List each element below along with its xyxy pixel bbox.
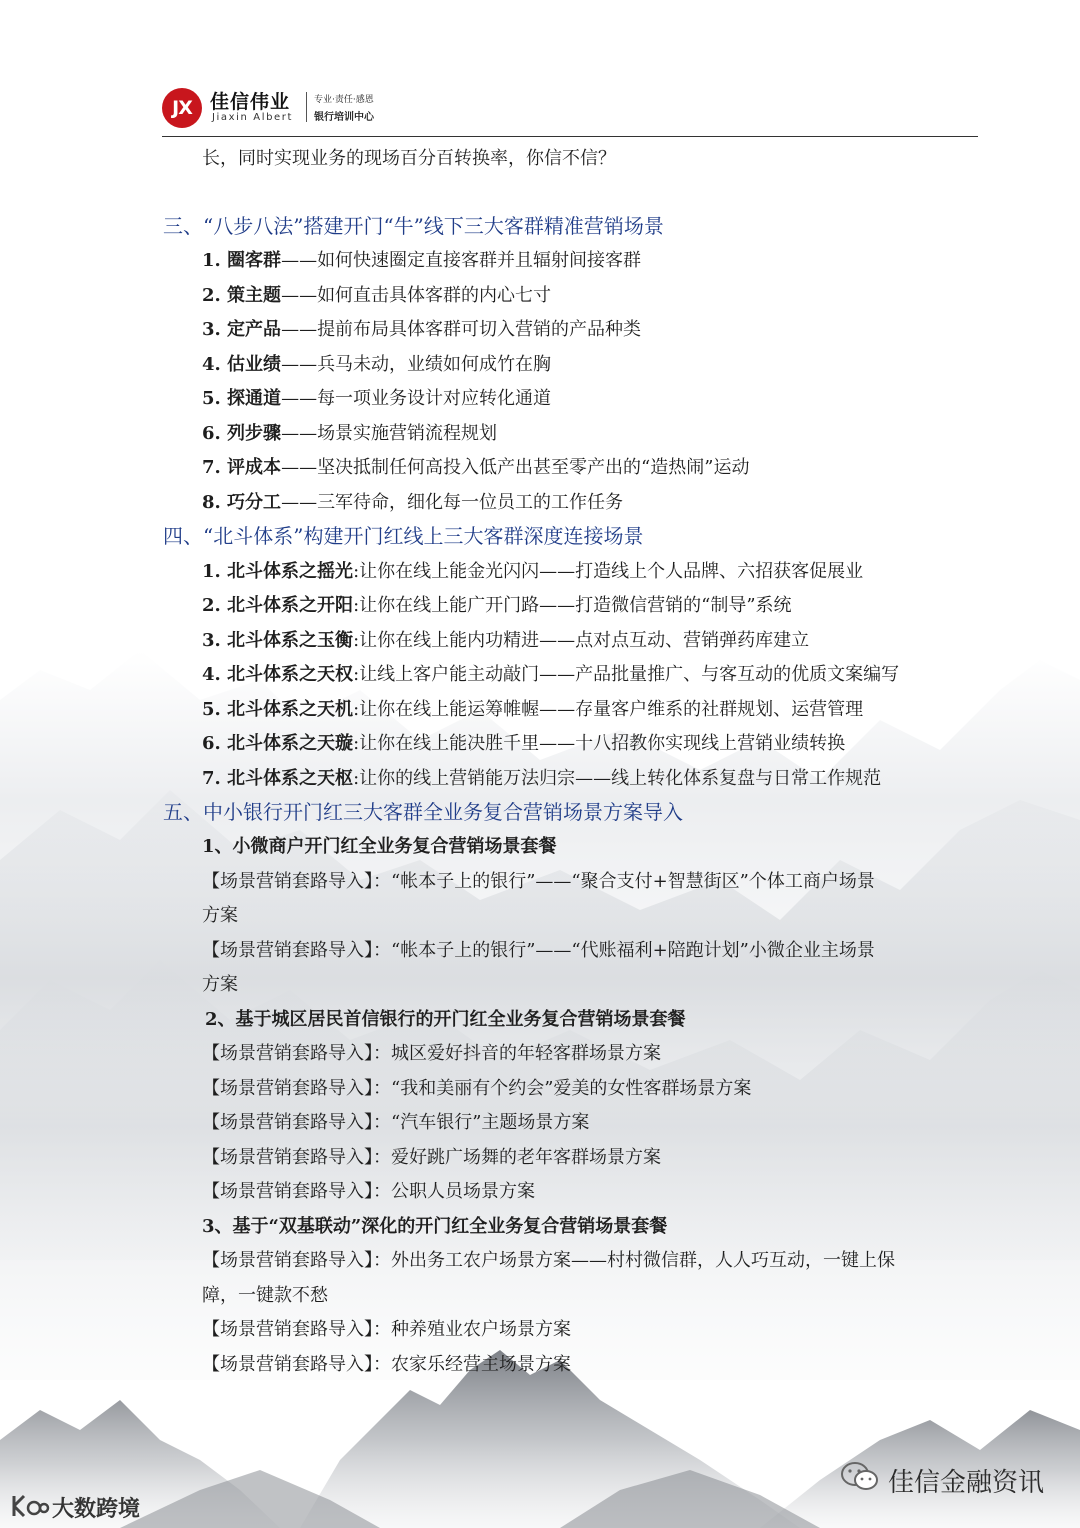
scenario-line: 【场景营销套路导入】：公职人员场景方案 (202, 1181, 535, 1202)
company-name-en: Jiaxin Albert (212, 112, 294, 123)
section-3-item: 4. 估业绩——兵马未动，业绩如何成竹在胸 (202, 354, 552, 375)
section-5-sub3-title: 3、基于“双基联动”深化的开门红全业务复合营销场景套餐 (202, 1216, 668, 1237)
scenario-line: 【场景营销套路导入】：“帐本子上的银行”——“代账福利+陪跑计划”小微企业主场景 (202, 940, 875, 961)
section-4-item: 5. 北斗体系之天机:让你在线上能运筹帷幄——存量客户维系的社群规划、运营管理 (202, 699, 864, 720)
scenario-line: 【场景营销套路导入】：“帐本子上的银行”——“聚合支付+智慧街区”个体工商户场景 (202, 871, 875, 892)
intro-line: 长，同时实现业务的现场百分百转换率，你信不信？ (202, 148, 616, 169)
section-5-sub2-title: 2、基于城区居民首信银行的开门红全业务复合营销场景套餐 (205, 1009, 686, 1030)
wechat-icon (840, 1460, 880, 1494)
section-4-heading: 四、“北斗体系”构建开门红线上三大客群深度连接场景 (163, 524, 644, 548)
section-4-item: 6. 北斗体系之天璇:让你在线上能决胜千里——十八招教你实现线上营销业绩转换 (202, 733, 846, 754)
footer-right-brand: 佳信金融资讯 (888, 1468, 1045, 1498)
section-4-item: 3. 北斗体系之玉衡:让你在线上能内功精进——点对点互动、营销弹药库建立 (202, 630, 810, 651)
company-name-cn: 佳信伟业 (210, 91, 291, 113)
section-3-item: 6. 列步骤——场景实施营销流程规划 (202, 423, 498, 444)
scenario-line: 【场景营销套路导入】：农家乐经营主场景方案 (202, 1354, 571, 1375)
scenario-line: 【场景营销套路导入】：种养殖业农户场景方案 (202, 1319, 571, 1340)
section-3-item: 2. 策主题——如何直击具体客群的内心七寸 (202, 285, 552, 306)
section-3-item: 7. 评成本——坚决抵制任何高投入低产出甚至零产出的“造热闹”运动 (202, 457, 750, 478)
logo-divider (306, 92, 307, 122)
scenario-line: 【场景营销套路导入】：外出务工农户场景方案——村村微信群，人人巧互动，一键上保 (202, 1250, 895, 1271)
scenario-line: 【场景营销套路导入】：城区爱好抖音的年轻客群场景方案 (202, 1043, 661, 1064)
section-4-item: 1. 北斗体系之摇光:让你在线上能金光闪闪——打造线上个人品牌、六招获客促展业 (202, 561, 864, 582)
section-4-item: 7. 北斗体系之天枢:让你的线上营销能万法归宗——线上转化体系复盘与日常工作规范 (202, 768, 882, 789)
section-3-item: 8. 巧分工——三军待命，细化每一位员工的工作任务 (202, 492, 624, 513)
scenario-line: 【场景营销套路导入】：爱好跳广场舞的老年客群场景方案 (202, 1147, 661, 1168)
brand-k-icon (10, 1494, 50, 1518)
section-4-item: 2. 北斗体系之开阳:让你在线上能广开门路——打造微信营销的“制导”系统 (202, 595, 792, 616)
company-slogan: 专业·责任·感恩 (314, 95, 374, 105)
scenario-line: 方案 (202, 905, 238, 926)
section-5-heading: 五、中小银行开门红三大客群全业务复合营销场景方案导入 (163, 800, 683, 824)
scenario-line: 方案 (202, 974, 238, 995)
section-3-item: 5. 探通道——每一项业务设计对应转化通道 (202, 388, 552, 409)
company-logo-mark: JX (162, 88, 202, 128)
section-3-item: 3. 定产品——提前布局具体客群可切入营销的产品种类 (202, 319, 642, 340)
section-5-sub1-title: 1、小微商户开门红全业务复合营销场景套餐 (202, 836, 557, 857)
scenario-line: 障，一键款不愁 (202, 1285, 328, 1306)
scenario-line: 【场景营销套路导入】：“汽车银行”主题场景方案 (202, 1112, 590, 1133)
section-3-item: 1. 圈客群——如何快速圈定直接客群并且辐射间接客群 (202, 250, 642, 271)
page-header (162, 86, 978, 136)
section-4-item: 4. 北斗体系之天权:让线上客户能主动敲门——产品批量推广、与客互动的优质文案编写 (202, 664, 900, 685)
company-department: 银行培训中心 (314, 112, 374, 123)
scenario-line: 【场景营销套路导入】：“我和美丽有个约会”爱美的女性客群场景方案 (202, 1078, 752, 1099)
footer-left-brand: 大数跨境 (52, 1497, 141, 1522)
header-divider (162, 136, 978, 137)
section-3-heading: 三、“八步八法”搭建开门“牛”线下三大客群精准营销场景 (163, 214, 664, 238)
